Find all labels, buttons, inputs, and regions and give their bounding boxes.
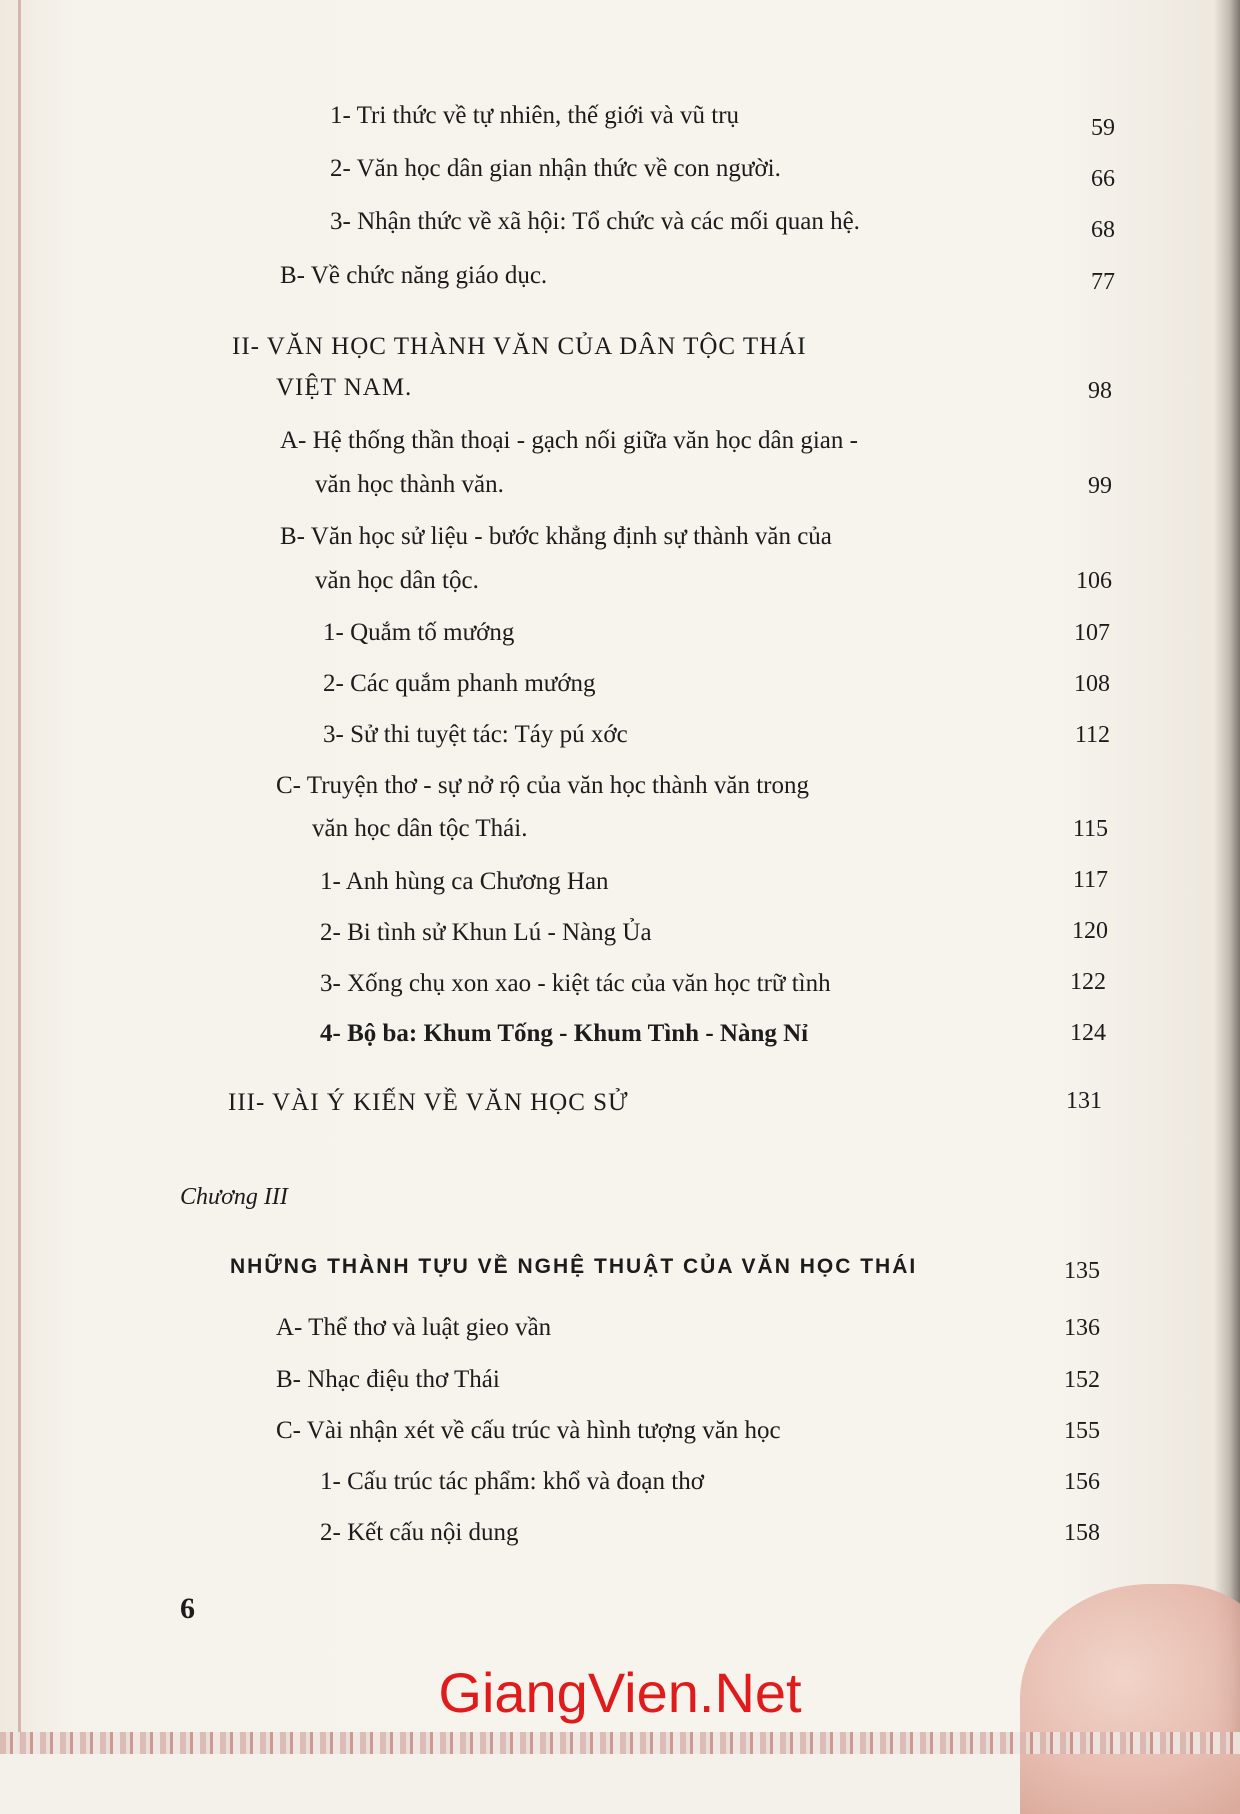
- chapter-entry-label: 1- Cấu trúc tác phẩm: khổ và đoạn thơ: [320, 1468, 704, 1495]
- toc-entry-page: 112: [1074, 722, 1110, 748]
- toc-entry-page: 122: [1070, 969, 1106, 995]
- chapter-entry-label: 2- Kết cấu nội dung: [320, 1519, 519, 1546]
- toc-entry-page: 117: [1072, 867, 1108, 893]
- page-number: 6: [180, 1592, 195, 1625]
- chapter-entry-label: A- Thể thơ và luật gieo vần: [276, 1314, 552, 1341]
- toc-entry-label: 3- Xống chụ xon xao - kiệt tác của văn học trữ tình: [320, 970, 831, 997]
- toc-entry-page: 68: [1091, 217, 1115, 243]
- toc-entry-label: 1- Tri thức về tự nhiên, thế giới và vũ trụ: [330, 102, 740, 129]
- toc-entry-page: 115: [1072, 816, 1108, 842]
- chapter-title: NHỮNG THÀNH TỰU VỀ NGHỆ THUẬT CỦA VĂN HỌC THÁI: [230, 1255, 918, 1278]
- chapter-entry-page: 136: [1064, 1315, 1100, 1341]
- toc-entry-label: 2- Văn học dân gian nhận thức về con người.: [330, 155, 781, 182]
- chapter-label: Chương III: [180, 1184, 288, 1210]
- toc-entry-page: 108: [1074, 671, 1110, 697]
- toc-entry-page: 77: [1091, 269, 1115, 295]
- toc-entry-label: 3- Nhận thức về xã hội: Tổ chức và các mối quan hệ.: [330, 208, 860, 235]
- chapter-entry-page: 158: [1064, 1520, 1100, 1546]
- scan-bottom-edge: [0, 1732, 1240, 1754]
- toc-section-label-line1: II- VĂN HỌC THÀNH VĂN CỦA DÂN TỘC THÁI: [232, 333, 807, 360]
- chapter-entry-page: 155: [1064, 1418, 1100, 1444]
- chapter-entry-label: B- Nhạc điệu thơ Thái: [276, 1366, 500, 1393]
- chapter-entry-page: 156: [1064, 1469, 1100, 1495]
- toc-entry-label: 2- Các quắm phanh mướng: [323, 670, 596, 697]
- toc-section-label-line2: VIỆT NAM.: [276, 374, 413, 401]
- toc-entry-label-line1: C- Truyện thơ - sự nở rộ của văn học thành văn trong: [276, 772, 809, 799]
- toc-entry-label: 1- Anh hùng ca Chương Han: [320, 868, 609, 895]
- page-left-edge: [18, 0, 21, 1754]
- chapter-entry-page: 152: [1064, 1367, 1100, 1393]
- toc-entry-page: 120: [1072, 918, 1108, 944]
- toc-entry-page: 131: [1066, 1088, 1102, 1114]
- toc-entry-label-line1: A- Hệ thống thần thoại - gạch nối giữa văn học dân gian -: [280, 427, 858, 454]
- chapter-entry-label: C- Vài nhận xét về cấu trúc và hình tượng văn học: [276, 1417, 781, 1444]
- toc-entry-label: 4- Bộ ba: Khum Tống - Khum Tình - Nàng Nỉ: [320, 1020, 809, 1047]
- toc-entry-page: 59: [1091, 115, 1115, 141]
- toc-entry-label: 1- Quắm tố mướng: [323, 619, 515, 646]
- toc-entry-label: 3- Sử thi tuyệt tác: Táy pú xớc: [323, 721, 628, 748]
- toc-entry-label: 2- Bi tình sử Khun Lú - Nàng Ủa: [320, 919, 652, 946]
- toc-entry-page: 106: [1076, 568, 1112, 594]
- toc-entry-label-line2: văn học dân tộc.: [315, 567, 479, 594]
- toc-section-label: III- VÀI Ý KIẾN VỀ VĂN HỌC SỬ: [228, 1089, 629, 1116]
- toc-entry-label-line2: văn học dân tộc Thái.: [312, 815, 528, 842]
- toc-entry-label-line1: B- Văn học sử liệu - bước khẳng định sự thành văn của: [280, 523, 832, 550]
- page-right-edge-shadow: [1214, 0, 1240, 1754]
- toc-entry-page: 124: [1070, 1020, 1106, 1046]
- watermark-text: GiangVien.Net: [438, 1661, 802, 1724]
- toc-entry-page: 66: [1091, 166, 1115, 192]
- chapter-title-page: 135: [1064, 1258, 1100, 1284]
- toc-entry-page: 99: [1088, 473, 1112, 499]
- toc-entry-label-line2: văn học thành văn.: [315, 471, 504, 498]
- toc-entry-page: 107: [1074, 620, 1110, 646]
- toc-entry-label: B- Về chức năng giáo dục.: [280, 262, 548, 289]
- toc-entry-page: 98: [1088, 378, 1112, 404]
